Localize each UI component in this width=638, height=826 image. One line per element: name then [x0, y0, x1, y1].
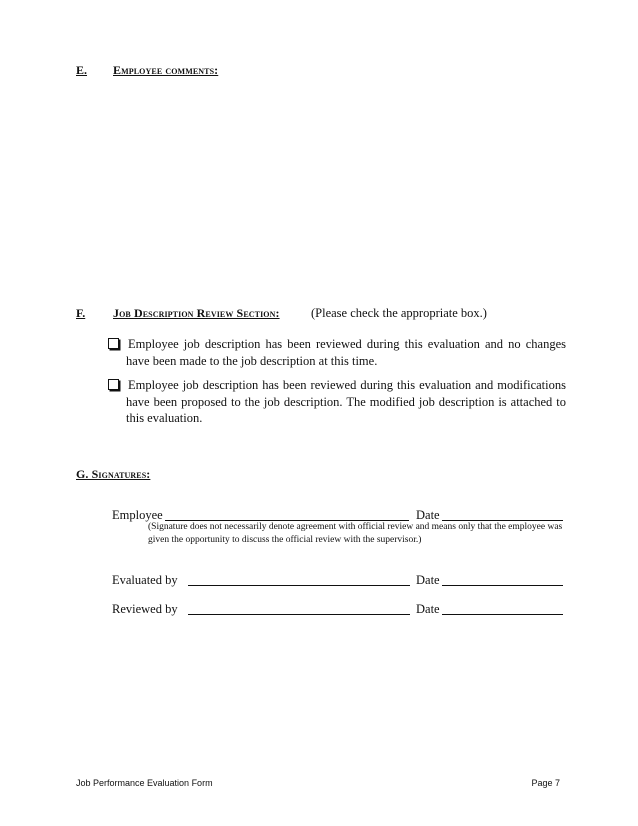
reviewed-date-line[interactable]	[442, 614, 563, 615]
checkbox-modifications[interactable]	[108, 379, 119, 390]
section-g-heading: G. Signatures:	[76, 467, 151, 481]
section-e-heading: Employee comments:	[113, 63, 219, 77]
section-f-heading: Job Description Review Section:	[113, 306, 280, 320]
signature-note-line: (Signature does not necessarily denote agreement with official review and means only that the employee was	[148, 522, 563, 532]
option-text-line: have been proposed to the job description. The modified job description is attached to	[126, 394, 566, 409]
option-text-line: this evaluation.	[126, 411, 203, 425]
footer-page-number: Page 7	[531, 778, 560, 788]
review-option-modifications	[108, 377, 566, 427]
evaluated-by-label: Evaluated by	[112, 573, 178, 587]
option-text-line: have been made to the job description at this time.	[126, 353, 378, 368]
employee-date-label: Date	[416, 508, 440, 522]
reviewed-date-label: Date	[416, 602, 440, 616]
employee-label: Employee	[112, 508, 163, 522]
checkbox-no-changes[interactable]	[108, 338, 119, 349]
option-text-line: Employee job description has been reviewed during this evaluation and modifications	[128, 378, 566, 392]
reviewed-by-signature-line[interactable]	[188, 614, 410, 615]
evaluated-by-signature-line[interactable]	[188, 585, 410, 586]
signature-note-line: given the opportunity to discuss the official review with the supervisor.)	[148, 535, 422, 545]
option-text-line: Employee job description has been reviewed during this evaluation and no changes	[128, 337, 566, 351]
signature-note	[148, 521, 568, 547]
section-f-letter: F.	[76, 306, 86, 320]
section-e-letter: E.	[76, 63, 88, 77]
section-f-instruction: (Please check the appropriate box.)	[311, 306, 487, 320]
evaluated-date-label: Date	[416, 573, 440, 587]
evaluated-date-line[interactable]	[442, 585, 563, 586]
reviewed-by-label: Reviewed by	[112, 602, 178, 616]
review-option-no-changes	[108, 336, 566, 369]
footer-form-name: Job Performance Evaluation Form	[76, 778, 213, 788]
